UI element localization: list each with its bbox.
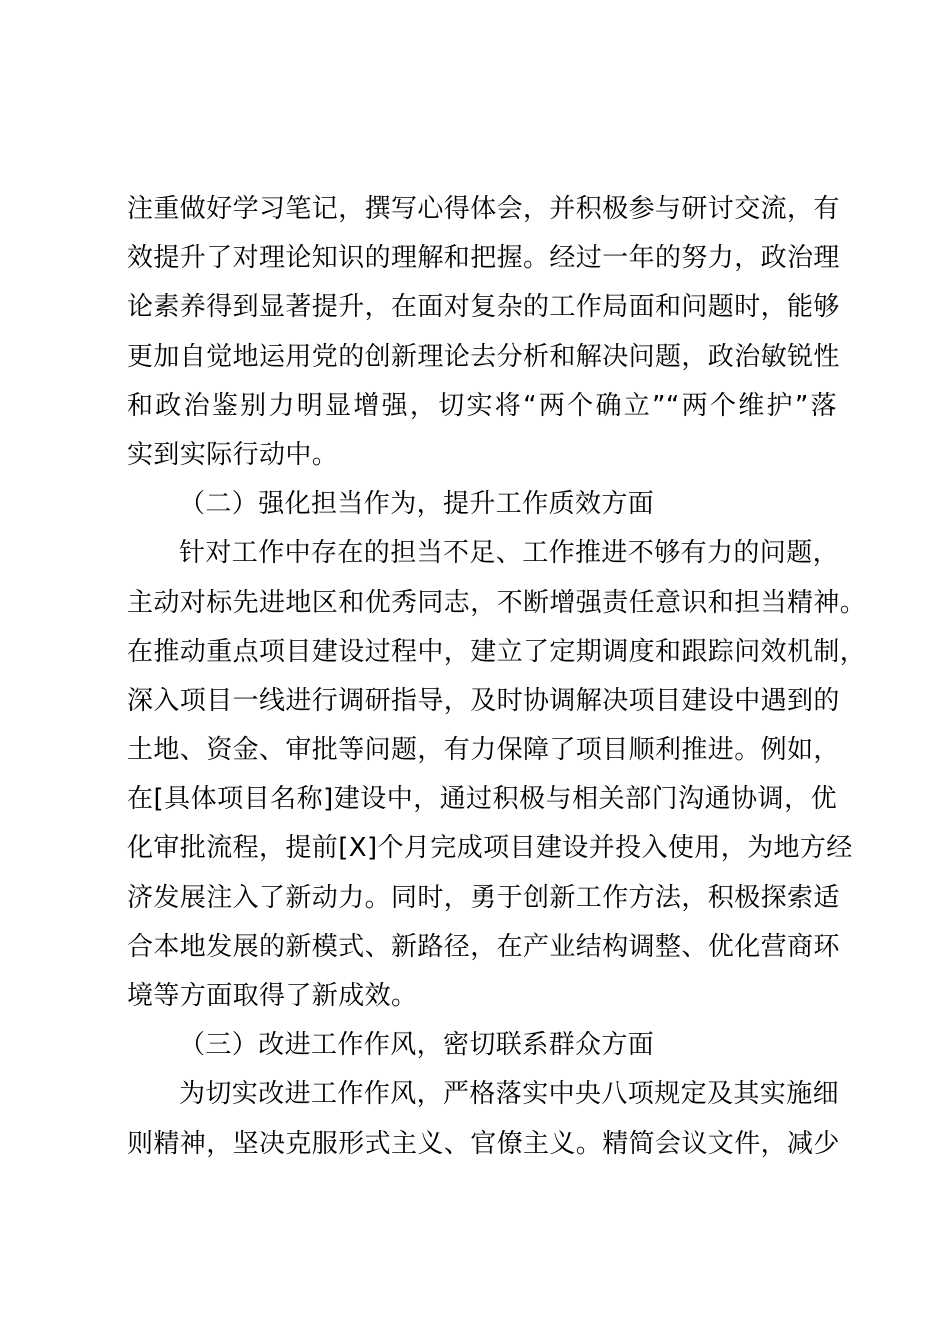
text-line: 则精神，坚决克服形式主义、官僚主义。精简会议文件，减少 [127, 1128, 840, 1159]
text-line: 和政治鉴别力明显增强，切实将“两个确立”“两个维护”落 [127, 390, 837, 421]
text-line: 合本地发展的新模式、新路径，在产业结构调整、优化营商环 [127, 931, 840, 962]
text-line: 深入项目一线进行调研指导，及时协调解决项目建设中遇到的 [127, 685, 840, 716]
text-line: 境等方面取得了新成效。 [127, 981, 418, 1011]
text-line: 论素养得到显著提升，在面对复杂的工作局面和问题时，能够 [127, 292, 840, 323]
document-body [127, 185, 867, 1169]
text-line: 在[具体项目名称]建设中，通过积极与相关部门沟通协调，优 [127, 784, 837, 815]
text-line: 在推动重点项目建设过程中，建立了定期调度和跟踪问效机制， [127, 636, 867, 667]
text-line: 注重做好学习笔记，撰写心得体会，并积极参与研讨交流，有 [127, 194, 840, 224]
text-line: 主动对标先进地区和优秀同志，不断增强责任意识和担当精神。 [127, 587, 867, 618]
text-line: 化审批流程，提前[X]个月完成项目建设并投入使用，为地方经 [127, 833, 853, 864]
paragraph-first-line: 为切实改进工作作风，严格落实中央八项规定及其实施细 [179, 1079, 840, 1110]
section-heading: （三）改进工作作风，密切联系群众方面 [179, 1030, 655, 1061]
text-line: 更加自觉地运用党的创新理论去分析和解决问题，政治敏锐性 [127, 341, 840, 372]
section-heading: （二）强化担当作为，提升工作质效方面 [179, 489, 655, 520]
text-line: 济发展注入了新动力。同时，勇于创新工作方法，积极探索适 [127, 882, 840, 913]
text-line: 实到实际行动中。 [127, 439, 339, 470]
text-line: 土地、资金、审批等问题，有力保障了项目顺利推进。例如， [127, 735, 840, 766]
paragraph-first-line: 针对工作中存在的担当不足、工作推进不够有力的问题， [179, 538, 840, 569]
text-line: 效提升了对理论知识的理解和把握。经过一年的努力，政治理 [127, 243, 840, 274]
